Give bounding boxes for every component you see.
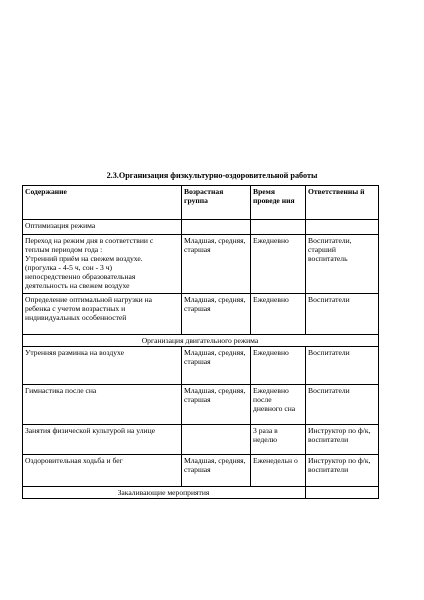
time-cell: Ежедневно (251, 347, 306, 385)
responsible-cell: Воспитатели (306, 385, 379, 425)
column-header-content: Содержание (23, 186, 182, 220)
time-cell: 3 раза в неделю (251, 425, 306, 455)
section-spacer-cell (306, 220, 379, 235)
time-cell: Еженедельн о (251, 455, 306, 487)
section-spacer-cell (251, 220, 306, 235)
time-cell: Ежедневно (251, 235, 306, 294)
section-heading-movement: Организация двигательного режима (23, 335, 379, 347)
physical-activity-table (22, 185, 379, 499)
section-spacer-cell (182, 220, 251, 235)
table-row (23, 294, 379, 335)
content-cell: Занятия физической культурой на улице (23, 425, 182, 455)
age-group-cell: Младшая, средняя, старшая (182, 347, 251, 385)
table-header-row (23, 186, 379, 220)
time-cell: Ежедневно (251, 294, 306, 335)
section-spacer-cell (306, 487, 379, 499)
section-heading-hardening: Закаливающие мероприятия (23, 487, 306, 499)
age-group-cell (182, 425, 251, 455)
content-cell: Определение оптимальной нагрузки на ребенка с учетом возрастных и индивидуальных особенностей (23, 294, 182, 335)
content-cell: Утренняя разминка на воздухе (23, 347, 182, 385)
table-row (23, 455, 379, 487)
time-cell: Ежедневно после дневного сна (251, 385, 306, 425)
table-row (23, 425, 379, 455)
column-header-responsible: Ответственны й (306, 186, 379, 220)
column-header-age-group: Возрастная группа (182, 186, 251, 220)
section-row (23, 335, 379, 347)
content-cell: Гимнастика после сна (23, 385, 182, 425)
responsible-cell: Воспитатели (306, 347, 379, 385)
responsible-cell: Инструктор по ф/к, воспитатели (306, 455, 379, 487)
table-row (23, 385, 379, 425)
responsible-cell: Воспитатели, старший воспитатель (306, 235, 379, 294)
responsible-cell: Инструктор по ф/к, воспитатели (306, 425, 379, 455)
age-group-cell: Младшая, средняя, старшая (182, 235, 251, 294)
section-heading-regime: Оптимизация режима (23, 220, 182, 235)
age-group-cell: Младшая, средняя, старшая (182, 294, 251, 335)
page-title: 2.3.Организация физкультурно-оздоровительной работы (106, 171, 318, 180)
section-row (23, 220, 379, 235)
table-row (23, 347, 379, 385)
age-group-cell: Младшая, средняя, старшая (182, 455, 251, 487)
column-header-time: Время проведе ния (251, 186, 306, 220)
content-cell: Оздоровительная ходьба и бег (23, 455, 182, 487)
section-row (23, 487, 379, 499)
table-row (23, 235, 379, 294)
content-cell: Переход на режим дня в соответствии с теплым периодом года : Утренний приём на свежем воздухе. (прогулка - 4-5 ч, сон - 3 ч) непосредственно образовательная деятельность на свежем воздухе (23, 235, 182, 294)
responsible-cell: Воспитатели (306, 294, 379, 335)
age-group-cell: Младшая, средняя, старшая (182, 385, 251, 425)
